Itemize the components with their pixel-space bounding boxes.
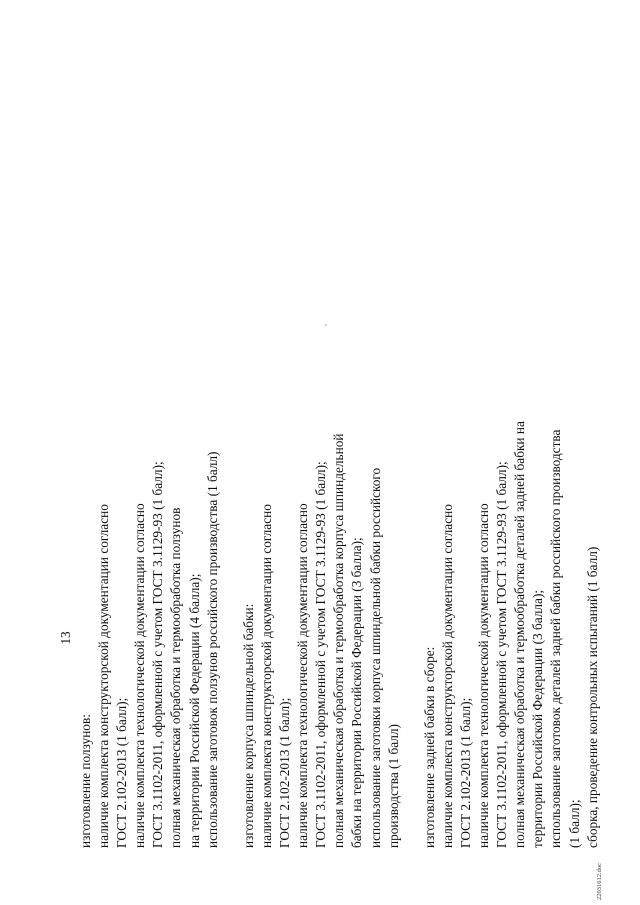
text-line: производства (1 балл) <box>385 724 401 848</box>
text-line: ГОСТ 2.102-2013 (1 балл); <box>114 697 130 848</box>
section-heading: изготовление ползунов: <box>78 714 93 848</box>
text-line: использование заготовок ползунов российского производства (1 балл) <box>204 451 220 848</box>
text-line: полная механическая обработка и термообработка корпуса шпиндельной <box>331 433 347 848</box>
text-line: ГОСТ 2.102-2013 (1 балл); <box>457 697 473 848</box>
paragraph-gap <box>403 48 421 848</box>
text-line: наличие комплекта конструкторской документации согласно <box>258 504 274 848</box>
text-line: сборка, проведение контрольных испытаний (1 балл) <box>584 546 600 848</box>
section-heading: изготовление корпуса шпиндельной бабки: <box>240 603 256 848</box>
text-line: ГОСТ 3.1102-2011, оформленной с учетом ГОСТ 3.1129-93 (1 балл); <box>313 461 329 848</box>
text-line: наличие комплекта технологической документации согласно <box>295 503 311 848</box>
text-line: на территории Российской Федерации (4 балла); <box>186 573 202 848</box>
text-line: полная механическая обработка и термообработка ползунов <box>168 507 184 848</box>
scan-speck <box>325 324 327 326</box>
text-line: (1 балл); <box>566 799 582 848</box>
text-line: наличие комплекта технологической документации согласно <box>476 503 492 848</box>
text-line: территории Российской Федерации (3 балла); <box>530 589 546 848</box>
text-line: ГОСТ 3.1102-2011, оформленной с учетом ГОСТ 3.1129-93 (1 балл); <box>150 461 166 848</box>
text-line: наличие комплекта конструкторской документации согласно <box>439 504 455 848</box>
document-file-code: 22031612.doc <box>596 862 603 900</box>
page-number: 13 <box>58 631 73 645</box>
text-line: ГОСТ 3.1102-2011, оформленной с учетом ГОСТ 3.1129-93 (1 балл); <box>494 461 510 848</box>
section-heading: изготовление задней бабки в сборе: <box>421 646 437 848</box>
text-line: использование заготовок деталей задней бабки российского производства <box>548 429 564 848</box>
section-zadnyaya-babka <box>421 48 602 848</box>
section-polzuny <box>77 48 222 848</box>
text-line: наличие комплекта технологической документации согласно <box>132 503 148 848</box>
text-line: наличие комплекта конструкторской документации согласно <box>96 504 112 848</box>
text-line: ГОСТ 2.102-2013 (1 балл); <box>277 697 293 848</box>
paragraph-gap <box>222 48 240 848</box>
text-line: бабки на территории Российской Федерации (3 балла); <box>349 537 365 848</box>
rotated-text-body <box>57 48 602 848</box>
section-korpus-shpindelnoy-babki <box>240 48 403 848</box>
text-line: использование заготовки корпуса шпиндельной бабки российского <box>367 467 383 848</box>
text-line: полная механическая обработка и термообработка деталей задней бабки на <box>512 421 528 848</box>
